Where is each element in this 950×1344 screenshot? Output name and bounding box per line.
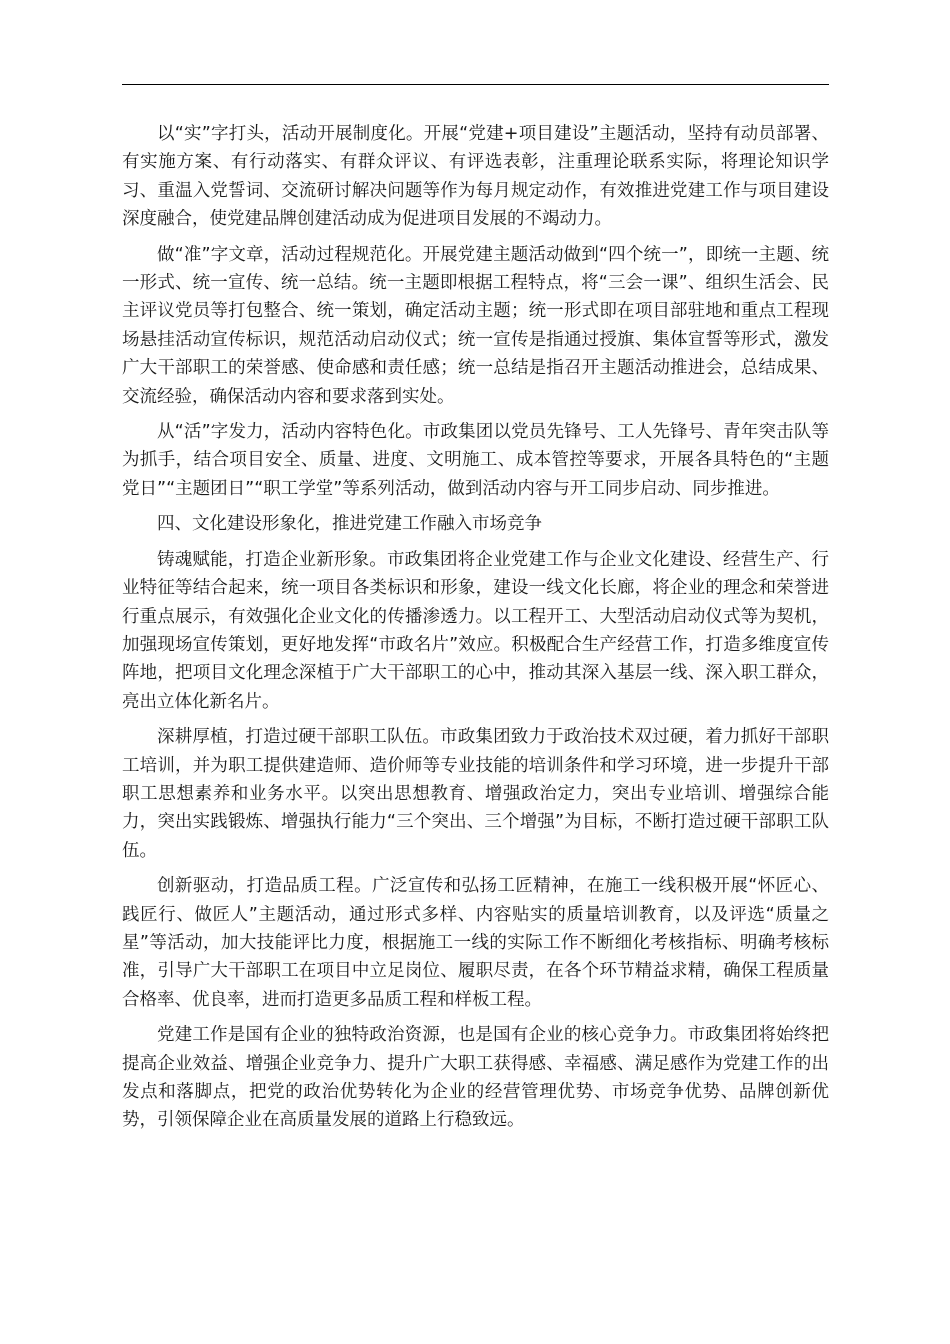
paragraph-quality: 创新驱动，打造品质工程。广泛宣传和弘扬工匠精神，在施工一线积极开展“怀匠心、践匠行、做匠人”主题活动，通过形式多样、内容贴实的质量培训教育，以及评选“质量之星”等活动，加大技能评比力度，根据施工一线的实际工作不断细化考核指标、明确考核标准，引导广大干部职工在项目中立足岗位、履职尽责，在各个环节精益求精，确保工程质量合格率、优良率，进而打造更多品质工程和样板工程。	[122, 876, 829, 1010]
paragraph-zhun: 做“准”字文章，活动过程规范化。开展党建主题活动做到“四个统一”，即统一主题、统一形式、统一宣传、统一总结。统一主题即根据工程特点，将“三会一课”、组织生活会、民主评议党员等打包整合、统一策划，确定活动主题；统一形式即在项目部驻地和重点工程现场悬挂活动宣传标识，规范活动启动仪式；统一宣传是指通过授旗、集体宣誓等形式，激发广大干部职工的荣誉感、使命感和责任感；统一总结是指召开主题活动推进会，总结成果、交流经验，确保活动内容和要求落到实处。	[122, 244, 829, 407]
section-heading-culture: 四、文化建设形象化，推进党建工作融入市场竞争	[157, 514, 542, 535]
paragraph-conclusion: 党建工作是国有企业的独特政治资源，也是国有企业的核心竞争力。市政集团将始终把提高企业效益、增强企业竞争力、提升广大职工获得感、幸福感、满足感作为党建工作的出发点和落脚点，把党的政治优势转化为企业的经营管理优势、市场竞争优势、品牌创新优势，引领保障企业在高质量发展的道路上行稳致远。	[122, 1025, 829, 1131]
document-body	[122, 120, 829, 1142]
header-divider	[122, 84, 829, 85]
paragraph-team: 深耕厚植，打造过硬干部职工队伍。市政集团致力于政治技术双过硬，着力抓好干部职工培训，并为职工提供建造师、造价师等专业技能的培训条件和学习环境，进一步提升干部职工思想素养和业务水平。以突出思想教育、增强政治定力，突出专业培训、增强综合能力，突出实践锻炼、增强执行能力“三个突出、三个增强”为目标，不断打造过硬干部职工队伍。	[122, 727, 829, 861]
paragraph-huo: 从“活”字发力，活动内容特色化。市政集团以党员先锋号、工人先锋号、青年突击队等为抓手，结合项目安全、质量、进度、文明施工、成本管控等要求，开展各具特色的“主题党日”“主题团日”“职工学堂”等系列活动，做到活动内容与开工同步启动、同步推进。	[122, 422, 829, 499]
paragraph-shi: 以“实”字打头，活动开展制度化。开展“党建+项目建设”主题活动，坚持有动员部署、有实施方案、有行动落实、有群众评议、有评选表彰，注重理论联系实际，将理论知识学习、重温入党誓词、交流研讨解决问题等作为每月规定动作，有效推进党建工作与项目建设深度融合，使党建品牌创建活动成为促进项目发展的不竭动力。	[122, 124, 829, 230]
paragraph-image: 铸魂赋能，打造企业新形象。市政集团将企业党建工作与企业文化建设、经营生产、行业特征等结合起来，统一项目各类标识和形象，建设一线文化长廊，将企业的理念和荣誉进行重点展示，有效强化企业文化的传播渗透力。以工程开工、大型活动启动仪式等为契机，加强现场宣传策划，更好地发挥“市政名片”效应。积极配合生产经营工作，打造多维度宣传阵地，把项目文化理念深植于广大干部职工的心中，推动其深入基层一线、深入职工群众，亮出立体化新名片。	[122, 549, 829, 712]
